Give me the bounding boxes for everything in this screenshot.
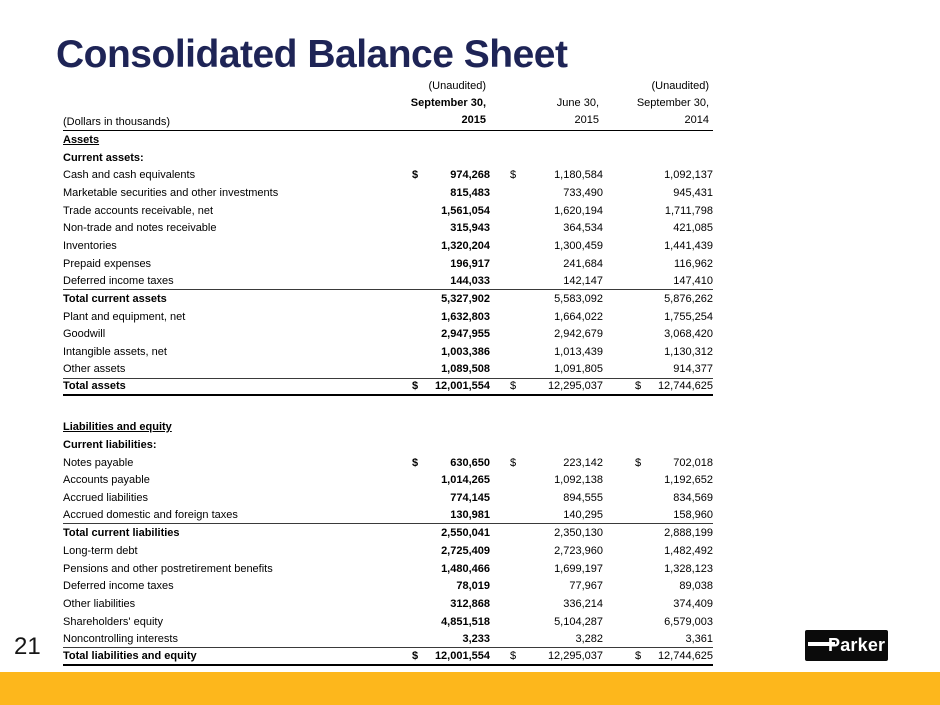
- row-value: 12,744,625: [657, 650, 713, 663]
- row-value: 142,147: [563, 274, 603, 287]
- row-value: 12,001,554: [434, 650, 490, 663]
- row-label: Total liabilities and equity: [63, 650, 197, 663]
- value-cell: [635, 598, 713, 610]
- value-cell: [412, 474, 490, 486]
- table-row: [63, 361, 713, 379]
- row-label: Accrued liabilities: [63, 491, 148, 504]
- value-cell: [510, 580, 603, 592]
- row-label: Accounts payable: [63, 474, 150, 487]
- row-label: Current liabilities:: [63, 438, 157, 451]
- column-year-label: 2014: [684, 114, 709, 126]
- value-cell: [510, 311, 603, 323]
- value-cell: [635, 527, 713, 539]
- value-cell: [412, 293, 490, 305]
- row-value: 78,019: [456, 580, 490, 593]
- row-value: 894,555: [563, 491, 603, 504]
- value-cell: [412, 380, 490, 392]
- row-value: 1,013,439: [554, 346, 603, 359]
- row-value: 1,755,254: [664, 310, 713, 323]
- row-label: Long-term debt: [63, 544, 138, 557]
- value-cell: [510, 240, 603, 252]
- value-cell: [412, 363, 490, 375]
- column-unaudited-label: (Unaudited): [428, 80, 486, 92]
- value-cell: [412, 563, 490, 575]
- row-label: Shareholders' equity: [63, 615, 163, 628]
- row-value: 12,744,625: [657, 380, 713, 393]
- value-cell: [635, 633, 713, 645]
- column-year-label: 2015: [461, 114, 486, 126]
- value-cell: [510, 598, 603, 610]
- value-cell: [635, 650, 713, 662]
- dollar-sign: $: [510, 380, 517, 393]
- value-cell: [510, 187, 603, 199]
- value-cell: [412, 650, 490, 662]
- row-label: Non-trade and notes receivable: [63, 222, 217, 235]
- value-cell: [510, 363, 603, 375]
- row-label: Pensions and other postretirement benefits: [63, 562, 273, 575]
- value-cell: [412, 205, 490, 217]
- row-value: 5,583,092: [554, 293, 603, 306]
- page-number: 21: [14, 633, 41, 660]
- value-cell: [510, 563, 603, 575]
- table-row: [63, 308, 713, 326]
- row-value: 1,003,386: [441, 346, 490, 359]
- row-label: Total current assets: [63, 293, 167, 306]
- value-cell: [635, 275, 713, 287]
- value-cell: [635, 563, 713, 575]
- value-cell: [635, 205, 713, 217]
- row-label: Prepaid expenses: [63, 257, 152, 270]
- value-cell: [635, 169, 713, 181]
- value-cell: [412, 258, 490, 270]
- column-unaudited-label: (Unaudited): [651, 80, 709, 92]
- value-cell: [635, 474, 713, 486]
- table-caption: (Dollars in thousands): [63, 116, 170, 128]
- table-row: [63, 326, 713, 344]
- table-row: [63, 343, 713, 361]
- row-value: 196,917: [450, 257, 490, 270]
- table-row: [63, 507, 713, 525]
- table-row: [63, 613, 713, 631]
- row-value: 130,981: [450, 509, 490, 522]
- dollar-sign: $: [635, 456, 642, 469]
- value-cell: [635, 222, 713, 234]
- value-cell: [412, 222, 490, 234]
- value-cell: [510, 527, 603, 539]
- value-cell: [412, 328, 490, 340]
- column-date-label: September 30,: [410, 97, 486, 109]
- row-value: 12,001,554: [434, 380, 490, 393]
- row-value: 77,967: [569, 580, 603, 593]
- value-cell: [510, 258, 603, 270]
- column-date-label: September 30,: [636, 97, 709, 109]
- dollar-sign: $: [510, 169, 517, 182]
- row-value: 702,018: [673, 456, 713, 469]
- value-cell: [412, 311, 490, 323]
- value-cell: [412, 457, 490, 469]
- row-value: 223,142: [563, 456, 603, 469]
- table-row: [63, 524, 713, 542]
- table-row: [63, 273, 713, 291]
- row-label: Plant and equipment, net: [63, 310, 186, 323]
- row-value: 2,942,679: [554, 328, 603, 341]
- row-value: 2,550,041: [441, 527, 490, 540]
- value-cell: [510, 222, 603, 234]
- parker-logo: [805, 630, 888, 661]
- table-row: [63, 471, 713, 489]
- row-label: Marketable securities and other investments: [63, 186, 279, 199]
- row-label: Deferred income taxes: [63, 580, 174, 593]
- value-cell: [635, 545, 713, 557]
- balance-sheet-table: [63, 79, 713, 666]
- row-value: 1,091,805: [554, 363, 603, 376]
- row-label: Liabilities and equity: [63, 421, 172, 434]
- value-cell: [510, 293, 603, 305]
- value-cell: [635, 328, 713, 340]
- dollar-sign: $: [412, 380, 419, 393]
- row-value: 3,361: [685, 632, 713, 645]
- row-value: 1,092,137: [664, 169, 713, 182]
- value-cell: [635, 363, 713, 375]
- table-row: [63, 648, 713, 666]
- row-label: Total assets: [63, 380, 126, 393]
- table-row: [63, 290, 713, 308]
- row-value: 6,579,003: [664, 615, 713, 628]
- table-row: [63, 578, 713, 596]
- value-cell: [510, 545, 603, 557]
- row-value: 834,569: [673, 491, 713, 504]
- value-cell: [412, 169, 490, 181]
- row-value: 1,300,459: [554, 239, 603, 252]
- row-value: 1,482,492: [664, 544, 713, 557]
- value-cell: [510, 275, 603, 287]
- row-value: 2,888,199: [664, 527, 713, 540]
- value-cell: [510, 509, 603, 521]
- row-value: 3,282: [575, 632, 603, 645]
- table-header: [63, 79, 713, 131]
- row-value: 241,684: [563, 257, 603, 270]
- value-cell: [412, 346, 490, 358]
- row-value: 733,490: [563, 186, 603, 199]
- value-cell: [412, 598, 490, 610]
- value-cell: [510, 457, 603, 469]
- table-row: [63, 489, 713, 507]
- column-date-label: June 30,: [556, 97, 599, 109]
- row-label: Goodwill: [63, 328, 106, 341]
- row-label: Cash and cash equivalents: [63, 169, 196, 182]
- row-label: Total current liabilities: [63, 527, 180, 540]
- row-value: 1,480,466: [441, 562, 490, 575]
- dollar-sign: $: [412, 650, 419, 663]
- value-cell: [635, 258, 713, 270]
- logo-text: Parker: [828, 634, 886, 655]
- row-label: Trade accounts receivable, net: [63, 204, 214, 217]
- row-value: 3,068,420: [664, 328, 713, 341]
- table-row: [63, 131, 713, 149]
- value-cell: [412, 633, 490, 645]
- value-cell: [510, 633, 603, 645]
- row-value: 1,192,652: [664, 474, 713, 487]
- row-value: 421,085: [673, 222, 713, 235]
- row-value: 147,410: [673, 274, 713, 287]
- page-title: Consolidated Balance Sheet: [56, 33, 568, 76]
- table-row: [63, 255, 713, 273]
- row-value: 140,295: [563, 509, 603, 522]
- row-value: 144,033: [450, 274, 490, 287]
- row-value: 1,180,584: [554, 169, 603, 182]
- row-value: 945,431: [673, 186, 713, 199]
- row-value: 315,943: [450, 222, 490, 235]
- row-label: Current assets:: [63, 151, 144, 164]
- table-row: [63, 436, 713, 454]
- row-value: 815,483: [450, 186, 490, 199]
- row-value: 774,145: [450, 491, 490, 504]
- row-label: Deferred income taxes: [63, 274, 174, 287]
- value-cell: [412, 240, 490, 252]
- row-value: 1,328,123: [664, 562, 713, 575]
- table-body: [63, 131, 713, 666]
- row-value: 89,038: [679, 580, 713, 593]
- row-label: Accrued domestic and foreign taxes: [63, 509, 238, 522]
- value-cell: [412, 509, 490, 521]
- table-row: [63, 418, 713, 436]
- row-value: 2,725,409: [441, 544, 490, 557]
- row-value: 1,664,022: [554, 310, 603, 323]
- value-cell: [635, 616, 713, 628]
- row-value: 1,441,439: [664, 239, 713, 252]
- value-cell: [635, 346, 713, 358]
- table-row: [63, 237, 713, 255]
- column-year-label: 2015: [574, 114, 599, 126]
- row-value: 4,851,518: [441, 615, 490, 628]
- table-row: [63, 379, 713, 397]
- value-cell: [412, 187, 490, 199]
- row-label: Inventories: [63, 239, 117, 252]
- row-value: 5,327,902: [441, 293, 490, 306]
- value-cell: [412, 580, 490, 592]
- table-row: [63, 166, 713, 184]
- value-cell: [510, 346, 603, 358]
- row-label: Notes payable: [63, 456, 134, 469]
- column-header-sep-30-2014: [637, 78, 709, 129]
- row-value: 3,233: [462, 632, 490, 645]
- value-cell: [510, 169, 603, 181]
- dollar-sign: $: [635, 650, 642, 663]
- column-header-sep-30-2015: [411, 78, 486, 129]
- value-cell: [412, 527, 490, 539]
- row-value: 336,214: [563, 598, 603, 611]
- dollar-sign: $: [635, 380, 642, 393]
- value-cell: [635, 580, 713, 592]
- footer-accent-bar: [0, 672, 940, 705]
- value-cell: [510, 474, 603, 486]
- row-value: 1,711,798: [664, 204, 713, 217]
- dollar-sign: $: [412, 456, 419, 469]
- value-cell: [510, 380, 603, 392]
- row-value: 1,320,204: [441, 239, 490, 252]
- value-cell: [635, 240, 713, 252]
- row-value: 1,699,197: [554, 562, 603, 575]
- row-value: 12,295,037: [547, 650, 603, 663]
- row-label: Other assets: [63, 363, 126, 376]
- table-row: [63, 560, 713, 578]
- value-cell: [635, 492, 713, 504]
- value-cell: [510, 205, 603, 217]
- value-cell: [635, 311, 713, 323]
- row-value: 5,104,287: [554, 615, 603, 628]
- value-cell: [412, 616, 490, 628]
- table-row: [63, 595, 713, 613]
- dollar-sign: $: [510, 456, 517, 469]
- row-value: 1,561,054: [441, 204, 490, 217]
- row-value: 1,089,508: [441, 363, 490, 376]
- row-value: 2,723,960: [554, 544, 603, 557]
- row-value: 1,130,312: [664, 346, 713, 359]
- row-value: 974,268: [450, 169, 490, 182]
- table-row: [63, 454, 713, 472]
- value-cell: [635, 380, 713, 392]
- row-value: 312,868: [450, 598, 490, 611]
- row-value: 5,876,262: [664, 293, 713, 306]
- row-label: Intangible assets, net: [63, 346, 167, 359]
- row-value: 1,620,194: [554, 204, 603, 217]
- row-value: 116,962: [674, 257, 713, 270]
- row-value: 2,350,130: [554, 527, 603, 540]
- row-value: 630,650: [450, 456, 490, 469]
- row-label: Noncontrolling interests: [63, 632, 178, 645]
- value-cell: [412, 275, 490, 287]
- table-row: [63, 149, 713, 167]
- value-cell: [635, 293, 713, 305]
- row-label: Assets: [63, 133, 100, 146]
- row-value: 374,409: [673, 598, 713, 611]
- dollar-sign: $: [412, 169, 419, 182]
- value-cell: [510, 616, 603, 628]
- table-row: [63, 219, 713, 237]
- table-row: [63, 631, 713, 649]
- table-row: [63, 202, 713, 220]
- value-cell: [635, 187, 713, 199]
- value-cell: [635, 457, 713, 469]
- row-value: 12,295,037: [547, 380, 603, 393]
- column-header-jun-30-2015: [557, 95, 599, 129]
- row-label: Other liabilities: [63, 598, 136, 611]
- row-value: 2,947,955: [441, 328, 490, 341]
- row-value: 914,377: [673, 363, 713, 376]
- row-value: 1,092,138: [554, 474, 603, 487]
- row-value: 158,960: [673, 509, 713, 522]
- table-row: [63, 184, 713, 202]
- row-value: 364,534: [563, 222, 603, 235]
- row-value: 1,632,803: [441, 310, 490, 323]
- value-cell: [412, 545, 490, 557]
- dollar-sign: $: [510, 650, 517, 663]
- value-cell: [635, 509, 713, 521]
- value-cell: [412, 492, 490, 504]
- value-cell: [510, 650, 603, 662]
- row-value: 1,014,265: [441, 474, 490, 487]
- section-spacer: [63, 396, 713, 418]
- table-row: [63, 542, 713, 560]
- value-cell: [510, 492, 603, 504]
- value-cell: [510, 328, 603, 340]
